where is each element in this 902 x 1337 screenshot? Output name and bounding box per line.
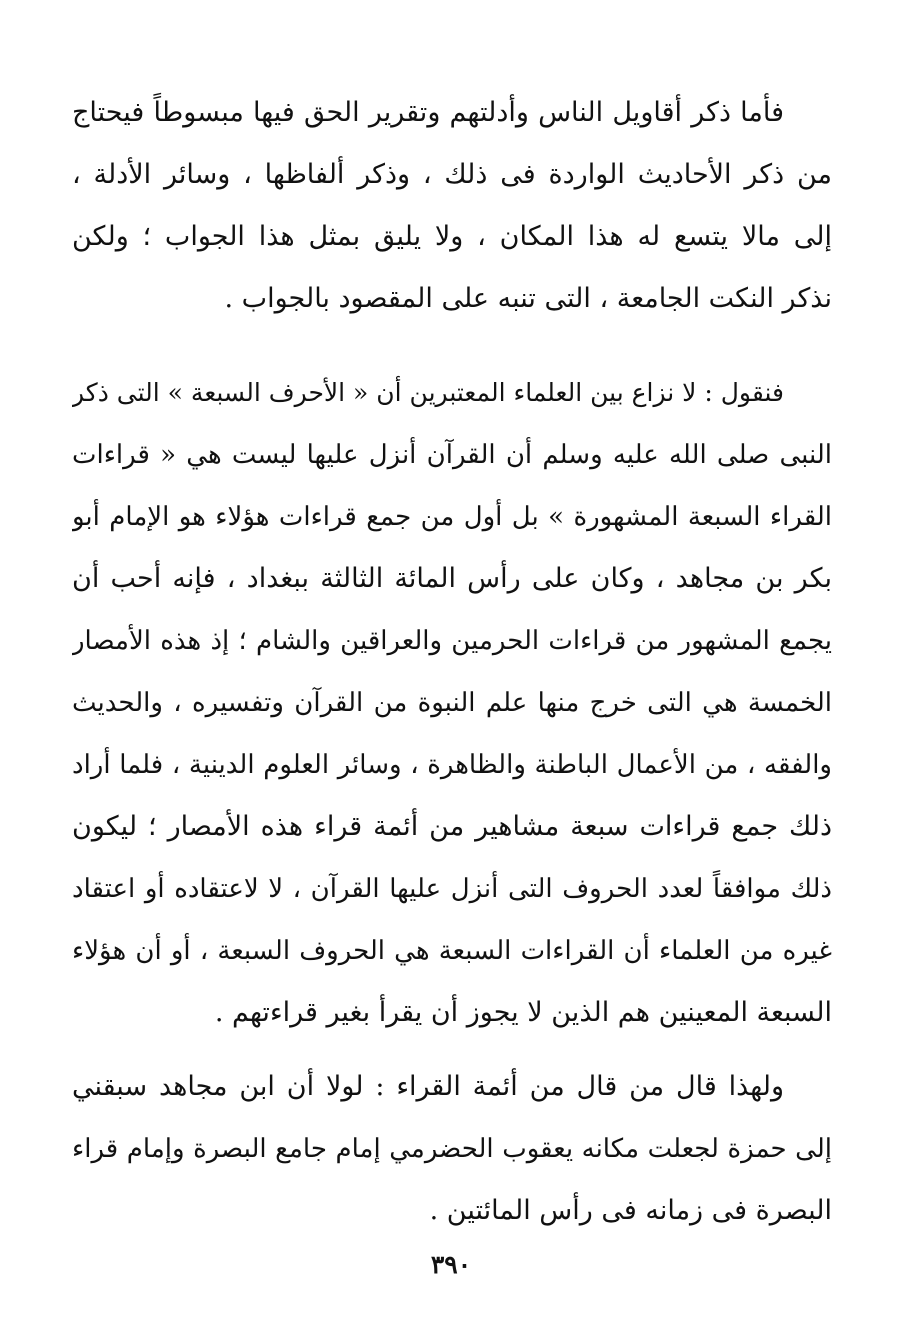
text-line: إلى حمزة لجعلت مكانه يعقوب الحضرمي إمام جامع البصرة وإمام قراء	[72, 1134, 832, 1164]
text-line: من ذكر الأحاديث الواردة فى ذلك ، وذكر ألفاظها ، وسائر الأدلة ،	[72, 159, 832, 190]
text-line: غيره من العلماء أن القراءات السبعة هي الحروف السبعة ، أو أن هؤلاء	[72, 936, 832, 966]
paragraph-2	[72, 362, 832, 1044]
page-number: ٣٩٠	[430, 1250, 472, 1279]
text-line: إلى مالا يتسع له هذا المكان ، ولا يليق بمثل هذا الجواب ؛ ولكن	[72, 221, 832, 252]
text-line: النبى صلى الله عليه وسلم أن القرآن أنزل عليها ليست هي « قراءات	[72, 440, 832, 470]
text-line: نذكر النكت الجامعة ، التى تنبه على المقصود بالجواب .	[224, 283, 832, 314]
paragraph-1	[72, 82, 832, 330]
text-line: الخمسة هي التى خرج منها علم النبوة من القرآن وتفسيره ، والحديث	[72, 688, 832, 718]
text-line: ذلك موافقاً لعدد الحروف التى أنزل عليها القرآن ، لا لاعتقاده أو اعتقاد	[72, 874, 832, 904]
text-line: ذلك جمع قراءات سبعة مشاهير من أئمة قراء هذه الأمصار ؛ ليكون	[72, 811, 832, 842]
text-line: القراء السبعة المشهورة » بل أول من جمع قراءات هؤلاء هو الإمام أبو	[72, 502, 832, 532]
text-line: والفقه ، من الأعمال الباطنة والظاهرة ، وسائر العلوم الدينية ، فلما أراد	[72, 750, 832, 780]
text-line: السبعة المعينين هم الذين لا يجوز أن يقرأ بغير قراءتهم .	[214, 997, 832, 1028]
text-line: ولهذا قال من قال من أئمة القراء : لولا أن ابن مجاهد سبقني	[72, 1071, 784, 1102]
text-line: بكر بن مجاهد ، وكان على رأس المائة الثالثة ببغداد ، فإنه أحب أن	[72, 563, 832, 594]
text-line: فنقول : لا نزاع بين العلماء المعتبرين أن « الأحرف السبعة » التى ذكر	[72, 378, 784, 407]
text-line: البصرة فى زمانه فى رأس المائتين .	[429, 1195, 832, 1226]
text-line: يجمع المشهور من قراءات الحرمين والعراقين والشام ؛ إذ هذه الأمصار	[72, 626, 832, 656]
paragraph-3	[72, 1056, 832, 1242]
text-line: فأما ذكر أقاويل الناس وأدلتهم وتقرير الحق فيها مبسوطاً فيحتاج	[72, 97, 784, 128]
